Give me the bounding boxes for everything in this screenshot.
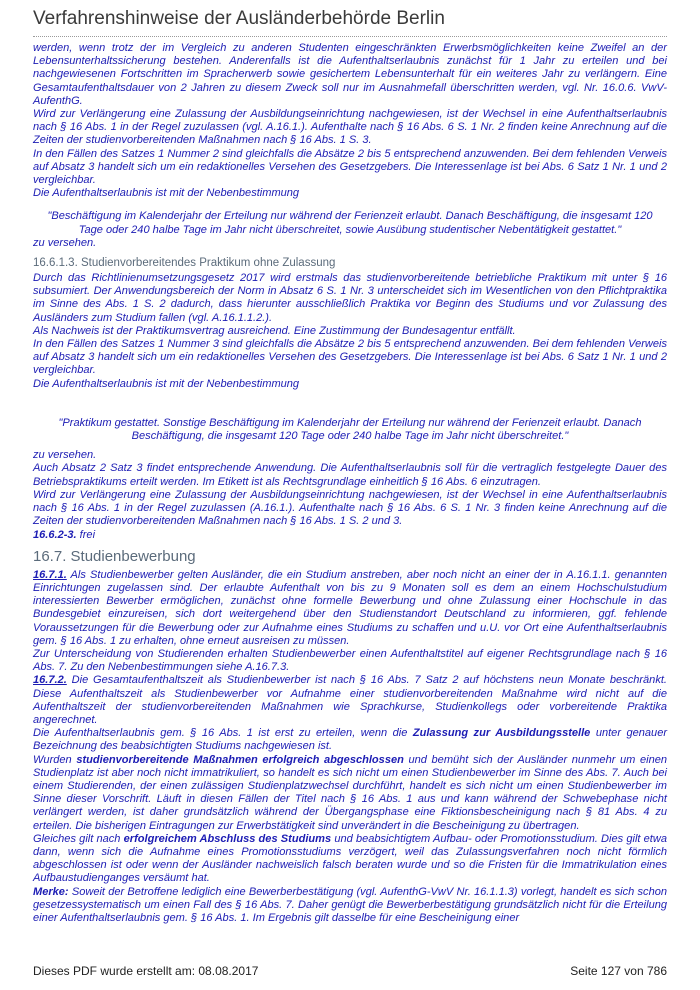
- paragraph: Auch Absatz 2 Satz 3 findet entsprechende Anwendung. Die Aufenthaltserlaubnis soll für die vertraglich festgelegte Dauer des Betriebspraktikums erteilt werden. Im Etikett ist als Rechtsgrundlage einheitlich § 16 Abs. 6 einzutragen.: [33, 462, 667, 488]
- page-number: Seite 127 von 786: [570, 964, 667, 978]
- paragraph: Die Aufenthaltserlaubnis ist mit der Nebenbestimmung: [33, 377, 300, 390]
- paragraph: Durch das Richtlinienumsetzungsgesetz 2017 wird erstmals das studienvorbereitende betriebliche Praktikum mit unter § 16 subsumiert. Der Anwendungsbereich der Norm in Absatz 6 S. 1 Nr. 3 unterscheidet sich im Wesentlichen von den Pflichtpraktika im Sinne des Abs. 1 S. 2 dadurch, dass hierunter ausschließlich Praktika vor Beginn des Studiums und vor Zulassung des Ausländers zum Studium fallen (vgl. A.16.1.1.2.).: [33, 272, 667, 324]
- paragraph: Gleiches gilt nach erfolgreichem Abschluss des Studiums und beabsichtigtem Aufbau- oder Promotionsstudium. Dies gilt etwa dann, wenn sich die Aufnahme eines Promotionsstudiums verzögert, weil das Zulassungsverfahren noch nicht förmlich abgeschlossen ist oder wenn der Ausländer nachweislich falsch beraten wurde und so die Fristen für die Immatrikulation eines Aufbaustudienganges versäumt hat.: [33, 832, 667, 885]
- paragraph: Die Aufenthaltserlaubnis gem. § 16 Abs. 1 ist erst zu erteilen, wenn die Zulassung zur Ausbildungsstelle unter genauer Bezeichnung des beabsichtigten Studiums nachgewiesen ist.: [33, 727, 668, 753]
- paragraph: Zur Unterscheidung von Studierenden erhalten Studienbewerber einen Aufenthaltstitel auf eigener Rechtsgrundlage nach § 16 Abs. 7. Zu den Nebenbestimmungen siehe A.16.7.3.: [33, 647, 667, 674]
- paragraph: Wird zur Verlängerung eine Zulassung der Ausbildungseinrichtung nachgewiesen, ist der Wechsel in eine Aufenthaltserlaubnis nach § 16 Abs. 1 in der Regel zuzulassen (A.16.1.). Aufenthalte nach § 16 Abs. 6 S. 1 Nr. 3 finden keine Anrechnung auf die Zeiten der studienvorbereitenden Maßnahmen nach § 16 Abs. 1 S. 2 und 3.: [33, 488, 667, 528]
- section-number: 16.6.2-3.: [33, 528, 77, 541]
- document-title: Verfahrenshinweise der Ausländerbehörde Berlin: [33, 8, 445, 29]
- spacer: [33, 200, 667, 210]
- paragraph: Wird zur Verlängerung eine Zulassung der Ausbildungseinrichtung nachgewiesen, ist der Wechsel in eine Aufenthaltserlaubnis nach § 16 Abs. 1 in der Regel zuzulassen (vgl. A.16.1.). Aufenthalte nach § 16 Abs. 6 S. 1 Nr. 2 finden keine Anrechnung auf die Zeiten der studienvorbereitenden Maßnahmen nach § 16 Abs. 1 S. 3.: [33, 108, 667, 147]
- paragraph: Merke: Soweit der Betroffene lediglich eine Bewerberbestätigung (vgl. AufenthG-VwV Nr. 16.1.1.3) vorlegt, handelt es sich schon gesetzessystematisch um einen Fall des § 16 Abs. 7. Daher genügt die Bewerberbestätigung grundsätzlich nicht für die Erteilung einer Aufenthaltserlaubnis gem. § 16 Abs. 1. Im Ergebnis gilt dasselbe für eine Bescheinigung einer: [33, 885, 667, 924]
- paragraph: In den Fällen des Satzes 1 Nummer 3 sind gleichfalls die Absätze 2 bis 5 entsprechend anzuwenden. Bei dem fehlenden Verweis auf Absatz 3 handelt sich um ein redaktionelles Versehen des Gesetzgebers. Die Interessenlage ist bei Abs. 6 Satz 1 Nr. 1 und 2 vergleichbar.: [33, 338, 667, 377]
- paragraph-16-7-1: 16.7.1. Als Studienbewerber gelten Ausländer, die ein Studium anstreben, aber noch nicht an einer der in A.16.1.1. genannten Einrichtungen zugelassen sind. Der erlaubte Aufenthalt von bis zu 9 Monaten soll es dem an einem Hochschulstudium interessierten Bewerber ermöglichen, zunächst ohne formelle Bewerbung und ohne Zulassung einer Hochschule in das Bundesgebiet einzureisen, sich dort weitergehend über den Studienstandort Deutschland zu informieren, ggf. fehlende Voraussetzungen für die Bewerbung oder zur Aufnahme eines Studiums zu schaffen und u.U. vor Ort eine Aufenthaltserlaubnis gem. § 16 Abs. 1 zu erhalten, ohne erneut ausreisen zu müssen.: [33, 568, 667, 647]
- paragraph: In den Fällen des Satzes 1 Nummer 2 sind gleichfalls die Absätze 2 bis 5 entsprechend anzuwenden. Bei dem fehlenden Verweis auf Absatz 3 handelt sich um ein redaktionelles Versehen des Gesetzgebers. Die Interessenlage ist bei Abs. 6 Satz 1 Nr. 1 und 2 vergleichbar.: [33, 147, 667, 187]
- paragraph: Wurden studienvorbereitende Maßnahmen erfolgreich abgeschlossen und bemüht sich der Ausländer nunmehr um einen Studienplatz ist aber noch nicht immatrikuliert, so handelt es sich nicht um einen Studienbewerber im Sinne des Abs. 7. Auch bei einem Studierenden, der einen zulässigen Studienplatzwechsel durchführt, handelt es sich nicht um einen Studienbewerber im Sinne dieser Vorschrift. Läuft in diesen Fällen der Titel nach § 16 Abs. 1 aus und kann während der Schwebephase nicht verlängert werden, ist daher grundsätzlich während der Übergangsphase eine Fiktionsbescheinigung nach § 81 Abs. 4 zu erteilen. Die bisherigen Eintragungen zur Erwerbstätigkeit sind unverändert in die Bescheinigung zu übertragen.: [33, 753, 667, 832]
- quoted-condition: "Praktikum gestattet. Sonstige Beschäftigung im Kalenderjahr der Erteilung nur während der Ferienzeit erlaubt. Danach Beschäftigung, die insgesamt 120 Tage oder 240 halbe Tage im Jahr nicht überschreitet.": [58, 416, 642, 443]
- paragraph: Als Nachweis ist der Praktikumsvertrag ausreichend. Eine Zustimmung der Bundesagentur entfällt.: [33, 324, 516, 337]
- section-heading-16-7: 16.7. Studienbewerbung: [33, 547, 196, 565]
- section-anchor-16-7-1[interactable]: 16.7.1.: [33, 568, 67, 581]
- paragraph: zu versehen.: [33, 449, 97, 462]
- page-header: [33, 8, 667, 37]
- paragraph: zu versehen.: [33, 236, 97, 249]
- spacer: [33, 391, 667, 417]
- paragraph-16-7-2: 16.7.2. Die Gesamtaufenthaltszeit als Studienbewerber ist nach § 16 Abs. 7 Satz 2 auf höchstens neun Monate beschränkt. Diese Aufenthaltszeit als Studienbewerber vor Aufnahme einer studienvorbereitenden Maßnahme wird nicht auf die Aufenthaltszeit der studienvorbereitenden Maßnahmen wie Sprachkurse, Studienkollegs oder vorbereitende Praktika angerechnet.: [33, 674, 667, 726]
- document-body: [33, 42, 667, 925]
- section-heading-16-6-1-3: 16.6.1.3. Studienvorbereitendes Praktikum ohne Zulassung: [33, 257, 336, 270]
- paragraph-frei: 16.6.2-3. frei: [33, 528, 96, 541]
- created-date: Dieses PDF wurde erstellt am: 08.08.2017: [33, 964, 259, 978]
- paragraph: Die Aufenthaltserlaubnis ist mit der Nebenbestimmung: [33, 187, 300, 200]
- quoted-condition: "Beschäftigung im Kalenderjahr der Erteilung nur während der Ferienzeit erlaubt. Danach Beschäftigung, die insgesamt 120 Tage oder 240 halbe Tage im Jahr nicht überschreitet, sowie Ausübung studentischer Nebentätigkeit gestattet.": [47, 210, 653, 236]
- paragraph: werden, wenn trotz der im Vergleich zu anderen Studenten eingeschränkten Erwerbsmöglichkeiten keine Zweifel an der Lebensunterhaltssicherung bestehen. Anderenfalls ist die Aufenthaltserlaubnis zunächst für 1 Jahr zu erteilen und bei nachgewiesenen Fortschritten im Spracherwerb sowie gesichertem Lebensunterhalt für ein weiteres Jahr zu verlängern. Eine Gesamtaufenthaltsdauer von 2 Jahren zu diesem Zweck soll nur im Ausnahmefall überschritten werden, vgl. Nr. 16.0.6. VwV-AufenthG.: [33, 42, 667, 107]
- section-anchor-16-7-2[interactable]: 16.7.2.: [33, 674, 67, 687]
